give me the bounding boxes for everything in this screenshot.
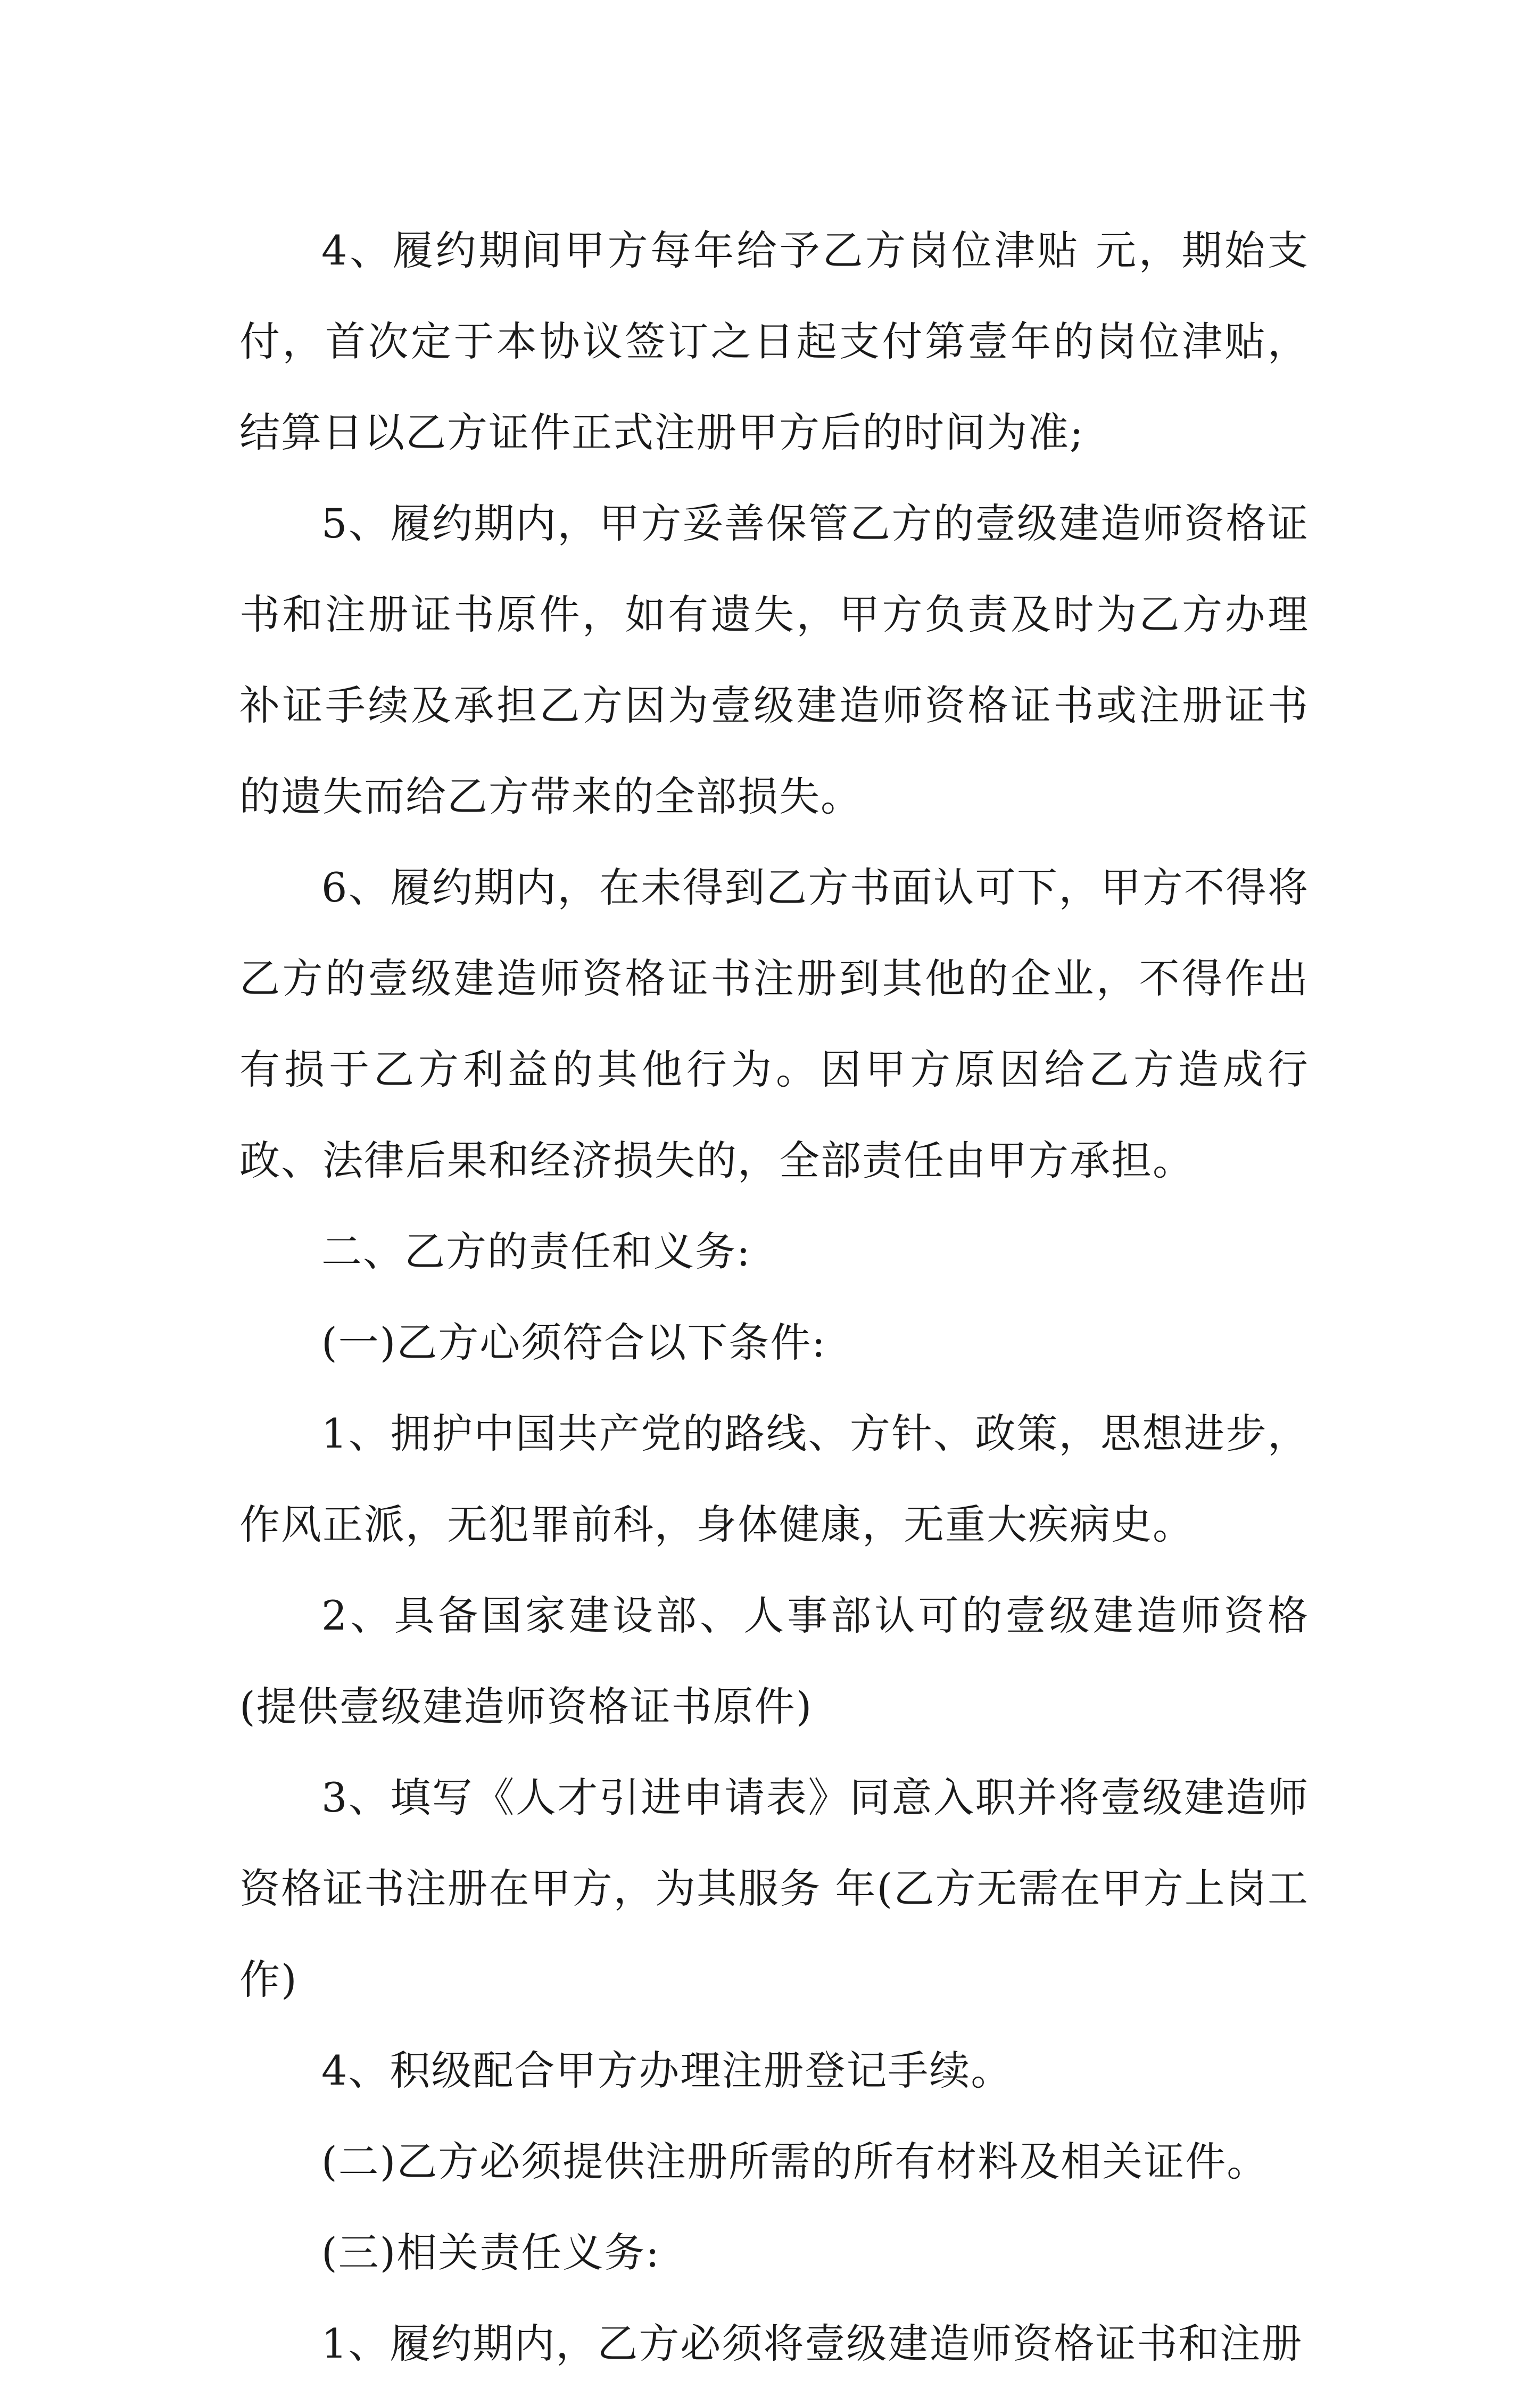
paragraph-registration-restriction: 6、履约期内，在未得到乙方书面认可下，甲方不得将乙方的壹级建造师资格证书注册到其他的企业，不得作出有损于乙方利益的其他行为。因甲方原因给乙方造成行政、法律后果和经济损失的，全部责任由甲方承担。 — [239, 864, 1309, 1184]
paragraph-condition-1: 1、拥护中国共产党的路线、方针、政策，思想进步，作风正派，无犯罪前科，身体健康，无重大疾病史。 — [239, 1410, 1309, 1548]
paragraph-condition-3: 3、填写《人才引进申请表》同意入职并将壹级建造师资格证书注册在甲方，为其服务 年(乙方无需在甲方上岗工作) — [239, 1774, 1309, 2003]
paragraph-condition-4: 4、积级配合甲方办理注册登记手续。 — [321, 2047, 1013, 2094]
section-heading-party-b-duties: 二、乙方的责任和义务: — [321, 1228, 751, 1275]
paragraph-responsibility-1: 1、履约期内，乙方必须将壹级建造师资格证书和注册 — [321, 2320, 1303, 2367]
subsection-heading-conditions: (一)乙方心须符合以下条件: — [321, 1319, 826, 1366]
subsection-heading-materials: (二)乙方必须提供注册所需的所有材料及相关证件。 — [321, 2138, 1269, 2185]
document-body — [239, 205, 1309, 2389]
paragraph-certificate-custody: 5、履约期内，甲方妥善保管乙方的壹级建造师资格证书和注册证书原件，如有遗失，甲方负责及时为乙方办理补证手续及承担乙方因为壹级建造师资格证书或注册证书的遗失而给乙方带来的全部损失。 — [239, 500, 1309, 820]
subsection-heading-responsibilities: (三)相关责任义务: — [321, 2229, 660, 2276]
paragraph-condition-2: 2、具备国家建设部、人事部认可的壹级建造师资格(提供壹级建造师资格证书原件) — [239, 1592, 1309, 1730]
paragraph-allowance-payment: 4、履约期间甲方每年给予乙方岗位津贴 元，期始支付，首次定于本协议签订之日起支付第壹年的岗位津贴，结算日以乙方证件正式注册甲方后的时间为准; — [239, 227, 1309, 456]
